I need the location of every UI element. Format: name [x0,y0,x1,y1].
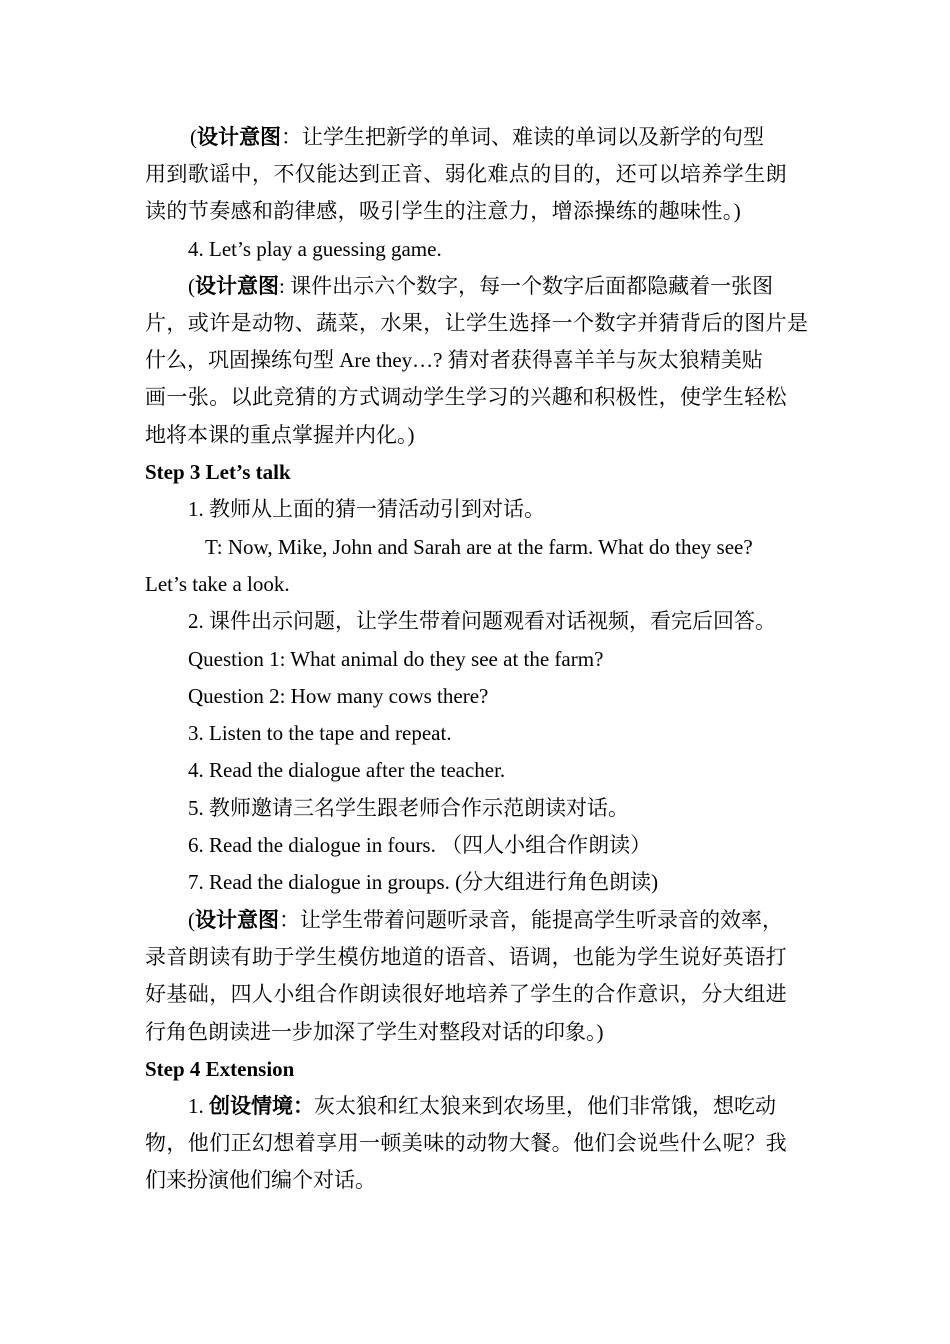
step-3-item-4: 4. Read the dialogue after the teacher. [188,758,506,782]
design-intent-label: 设计意图 [195,908,279,932]
item-number: 1. [188,1094,209,1118]
step-3-teacher-line-2: Let’s take a look. [145,572,290,596]
design-intent-text: ：让学生带着问题听录音，能提高学生听录音的效率， [279,908,783,932]
design-intent-3-line-3: 好基础，四人小组合作朗读很好地培养了学生的合作意识，分大组进 [145,982,787,1006]
step-4-item-1-line-3: 们来扮演他们编个对话。 [145,1168,376,1192]
design-intent-3-line-1 [188,906,783,934]
step-4-item-1-line-2: 物，他们正幻想着享用一顿美味的动物大餐。他们会说些什么呢？我 [145,1131,787,1155]
design-intent-label: 设计意图 [197,125,281,149]
step-3-heading: Step 3 Let’s talk [145,460,291,484]
scenario-text: 灰太狼和红太狼来到农场里，他们非常饿，想吃动 [314,1094,776,1118]
paren-open: ( [190,125,197,149]
design-intent-1-line-3: 读的节奏感和韵律感，吸引学生的注意力，增添操练的趣味性。) [145,199,742,223]
design-intent-2-line-4: 画一张。以此竞猜的方式调动学生学习的兴趣和积极性，使学生轻松 [145,385,787,409]
step-3-item-6: 6. Read the dialogue in fours. （四人小组合作朗读） [188,833,652,857]
paren-open: ( [188,908,195,932]
design-intent-1-line-1 [190,123,764,151]
step-3-item-3: 3. Listen to the tape and repeat. [188,721,452,745]
paren-open: ( [188,274,195,298]
step-4-item-1-line-1 [188,1092,776,1120]
step-3-teacher-line-1: T: Now, Mike, John and Sarah are at the farm. What do they see? [205,535,753,559]
activity-item-4: 4. Let’s play a guessing game. [188,237,442,261]
design-intent-text: ：让学生把新学的单词、难读的单词以及新学的句型 [281,125,764,149]
step-3-item-7: 7. Read the dialogue in groups. (分大组进行角色朗读) [188,870,659,894]
step-3-item-2: 2. 课件出示问题，让学生带着问题观看对话视频，看完后回答。 [188,609,776,633]
design-intent-2-line-1 [188,272,773,300]
design-intent-label: 设计意图 [195,274,279,298]
design-intent-3-line-2: 录音朗读有助于学生模仿地道的语音、语调，也能为学生说好英语打 [145,945,787,969]
design-intent-text: : 课件出示六个数字，每一个数字后面都隐藏着一张图 [279,274,774,298]
step-3-question-1: Question 1: What animal do they see at the farm? [188,647,604,671]
scenario-label: 创设情境： [209,1094,314,1118]
design-intent-2-line-3: 什么，巩固操练句型 Are they…? 猜对者获得喜羊羊与灰太狼精美贴 [145,348,763,372]
step-4-heading: Step 4 Extension [145,1057,295,1081]
step-3-question-2: Question 2: How many cows there? [188,684,489,708]
step-3-item-1: 1. 教师从上面的猜一猜活动引到对话。 [188,497,545,521]
design-intent-1-line-2: 用到歌谣中，不仅能达到正音、弱化难点的目的，还可以培养学生朗 [145,162,787,186]
design-intent-2-line-5: 地将本课的重点掌握并内化。) [145,423,415,447]
design-intent-3-line-4: 行角色朗读进一步加深了学生对整段对话的印象。) [145,1020,604,1044]
step-3-item-5: 5. 教师邀请三名学生跟老师合作示范朗读对话。 [188,796,629,820]
design-intent-2-line-2: 片，或许是动物、蔬菜，水果，让学生选择一个数字并猜背后的图片是 [145,311,809,335]
